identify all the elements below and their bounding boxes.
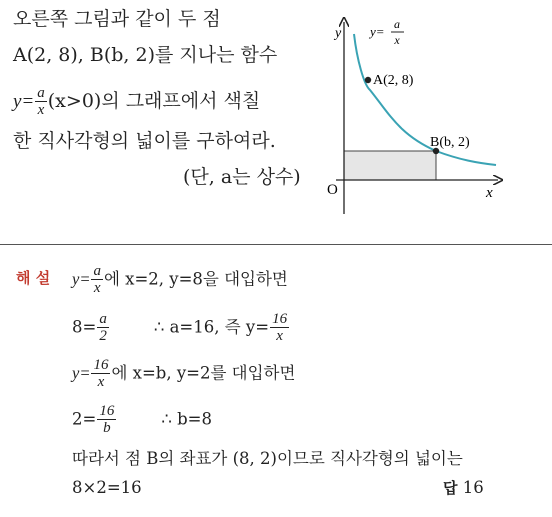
curve-label-y: y=	[370, 24, 385, 39]
point-b-label: B(b, 2)	[430, 135, 470, 150]
curve-label-denominator: x	[394, 33, 400, 47]
solution-step-5: 따라서 점 B의 좌표가 (8, 2)이므로 직사각형의 넓이는	[72, 449, 463, 468]
fraction-a-over-2: $\frac{a}{2}$	[99, 311, 107, 344]
fraction-16-over-x: $\frac{16}{x}$	[272, 311, 288, 344]
question-line-4: 한 직사각형의 넓이를 구하여라.	[13, 130, 276, 152]
x-axis-label: x	[486, 185, 493, 201]
solution-result: 8×2=16	[72, 478, 142, 497]
solution-step-2: 8= $\frac{a}{2}$ ∴ a=16, 즉 y= $\frac{16}{x}$	[72, 311, 288, 344]
solution-step-4: 2= $\frac{16}{b}$ ∴ b=8	[72, 403, 212, 436]
y-axis-label: y	[335, 26, 342, 41]
solution-step-3: y= $\frac{16}{x}$ 에 x=b, y=2를 대입하면	[72, 357, 296, 390]
solution-label: 해 설	[16, 269, 51, 287]
equation-y: y=	[13, 91, 35, 112]
graph-figure	[0, 0, 552, 240]
origin-label: O	[327, 182, 338, 198]
point-a-label: A(2, 8)	[373, 73, 414, 88]
point-a	[365, 77, 371, 83]
question-line-1: 오른쪽 그림과 같이 두 점	[13, 8, 221, 30]
solution-step-1: y= $\frac{a}{x}$ 에 x=2, y=8을 대입하면	[72, 263, 288, 296]
fraction-a-over-x: $\frac{a}{x}$	[93, 263, 101, 296]
fraction-16-over-b: $\frac{16}{b}$	[99, 403, 115, 436]
section-divider	[0, 244, 552, 245]
answer-label: 답	[443, 479, 458, 497]
curve-label-numerator: a	[394, 17, 400, 31]
hyperbola-curve	[354, 34, 496, 165]
answer	[443, 476, 484, 500]
question-line-3-rest: (x>0)의 그래프에서 색칠	[47, 90, 261, 112]
shaded-rectangle	[344, 151, 436, 180]
question-condition: (단, a는 상수)	[183, 166, 301, 188]
fraction-a-over-x: $\frac{a}{x}$	[37, 85, 45, 118]
question-line-2: A(2, 8), B(b, 2)를 지나는 함수	[13, 44, 278, 66]
fraction-16-over-x: $\frac{16}{x}$	[93, 357, 109, 390]
answer-value: 16	[462, 478, 484, 497]
